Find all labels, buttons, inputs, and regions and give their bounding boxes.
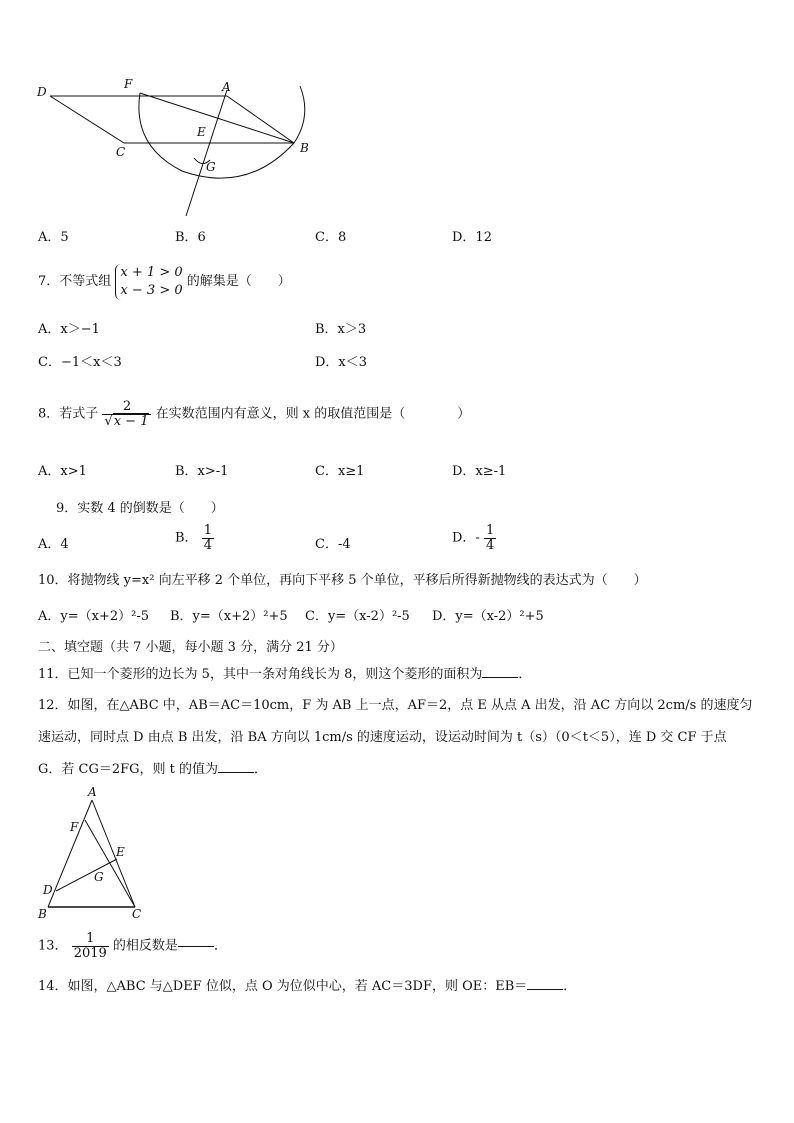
q7-ineq-1: x + 1 > 0 [120, 265, 183, 280]
q14-period: ． [563, 979, 577, 994]
q6-option-a: A．5 [38, 230, 69, 245]
label-E: E [116, 845, 125, 859]
q7-option-b: B．x＞3 [315, 322, 367, 337]
label-A: A [88, 785, 97, 799]
label-B: B [38, 907, 47, 921]
q7-option-d: D．x＜3 [315, 355, 368, 370]
q8-suffix: 在实数范围内有意义，则 x 的取值范围是（ ） [155, 406, 471, 422]
q6-option-c: C．8 [315, 230, 347, 245]
q9-option-d-label: D．- [452, 530, 480, 546]
q10-option-c: C．y=（x-2）²-5 [305, 609, 410, 624]
question-14 [38, 979, 576, 995]
q11-period: ． [518, 667, 532, 682]
section-2-heading: 二、填空题（共 7 小题，每小题 3 分，满分 21 分） [38, 640, 343, 655]
q10-option-a: A．y=（x+2）²-5 [38, 609, 149, 624]
q13-suffix: 的相反数是 [112, 938, 178, 954]
q9-option-b-label: B． [175, 530, 198, 546]
q7-suffix: 的解集是（ ） [186, 274, 291, 289]
q7-option-c: C．−1＜x＜3 [38, 355, 122, 370]
question-12-line-2: 速运动，同时点 D 由点 B 出发，沿 BA 方向以 1cm/s 的速度运动，设运动时间为 t（s）（0＜t＜5），连 D 交 CF 于点 [38, 730, 727, 745]
geometry-figure-1 [32, 76, 317, 218]
question-13 [38, 932, 227, 961]
label-D: D [43, 883, 53, 897]
q12-period: ． [254, 762, 268, 777]
arc-FB [139, 86, 305, 178]
segment-AC [92, 800, 135, 907]
q9-b-num: 1 [203, 523, 212, 538]
q13-prefix: 13． [38, 938, 68, 954]
question-11 [38, 667, 531, 683]
label-C: C [132, 907, 142, 921]
q9-option-d [452, 524, 496, 553]
label-D: D [37, 85, 47, 99]
q9-option-d-fraction [484, 524, 496, 553]
q8-option-a: A．x>1 [38, 464, 87, 479]
q8-fraction-num: 2 [122, 399, 132, 414]
q9-b-den: 4 [203, 538, 212, 553]
q13-fraction-den: 2019 [73, 946, 107, 961]
q14-text: 14．如图，△ABC 与△DEF 位似，点 O 为位似中心，若 AC＝3DF，则 OE：EB＝ [38, 979, 528, 994]
q11-text: 11．已知一个菱形的边长为 5，其中一条对角线长为 8，则这个菱形的面积为 [38, 667, 483, 682]
label-F: F [124, 77, 133, 91]
question-7 [38, 264, 291, 300]
label-G: G [94, 870, 104, 884]
q9-option-b [175, 524, 214, 553]
segment-DE [56, 859, 117, 891]
q7-prefix: 7．不等式组 [38, 274, 112, 289]
label-B: B [300, 141, 309, 155]
q8-option-c: C．x≥1 [315, 464, 365, 479]
segment-AB [48, 800, 92, 907]
q13-fraction-num: 1 [86, 931, 95, 946]
q9-option-b-fraction [202, 524, 214, 553]
q6-option-d: D．12 [452, 230, 492, 245]
q9-option-c: C．-4 [315, 537, 351, 552]
segment-FB [140, 93, 294, 143]
q7-option-a: A．x＞−1 [38, 322, 100, 337]
q8-option-d: D．x≥-1 [452, 464, 507, 479]
q10-option-d: D．y=（x-2）²+5 [432, 609, 544, 624]
q8-option-b: B．x>-1 [175, 464, 229, 479]
question-12-line-3 [38, 762, 267, 778]
q9-option-a: A．4 [38, 537, 69, 552]
q13-fraction [72, 932, 109, 961]
label-C: C [116, 145, 126, 159]
q6-option-b: B．6 [175, 230, 206, 245]
q10-option-b: B．y=（x+2）²+5 [170, 609, 288, 624]
label-G: G [206, 160, 216, 174]
question-9: 9．实数 4 的倒数是（ ） [56, 501, 224, 516]
q8-radicand: x − 1 [113, 414, 149, 429]
q8-fraction [102, 400, 151, 429]
q7-ineq-2: x − 3 > 0 [120, 283, 183, 298]
label-E: E [197, 125, 206, 139]
question-12-line-1: 12．如图，在△ABC 中，AB＝AC＝10cm，F 为 AB 上一点，AF＝2，点 E 从点 A 出发，沿 AC 方向以 2cm/s 的速度匀 [38, 698, 753, 713]
q11-answer-blank [482, 677, 518, 678]
segment-FC [85, 820, 135, 907]
q8-prefix: 8．若式子 [38, 406, 99, 422]
question-10: 10．将抛物线 y=x² 向左平移 2 个单位，再向下平移 5 个单位，平移后所得新抛物线的表达式为（ ） [38, 573, 647, 588]
q7-inequality-system [115, 264, 182, 300]
q9-d-den: 4 [485, 538, 495, 553]
q8-fraction-den: √x − 1 [102, 414, 151, 429]
geometry-figure-2 [32, 784, 152, 922]
label-A: A [222, 80, 231, 94]
segment-AB [227, 96, 294, 143]
label-F: F [70, 820, 79, 834]
q14-answer-blank [527, 989, 563, 990]
q9-d-num: 1 [485, 523, 495, 538]
question-8 [38, 400, 470, 429]
q13-answer-blank [178, 946, 214, 947]
segment-DC [50, 96, 124, 143]
q13-period: ． [213, 938, 227, 954]
ray-AG [186, 90, 227, 216]
q12-line-3-text: G．若 CG＝2FG，则 t 的值为 [38, 762, 219, 777]
q12-answer-blank [218, 772, 254, 773]
